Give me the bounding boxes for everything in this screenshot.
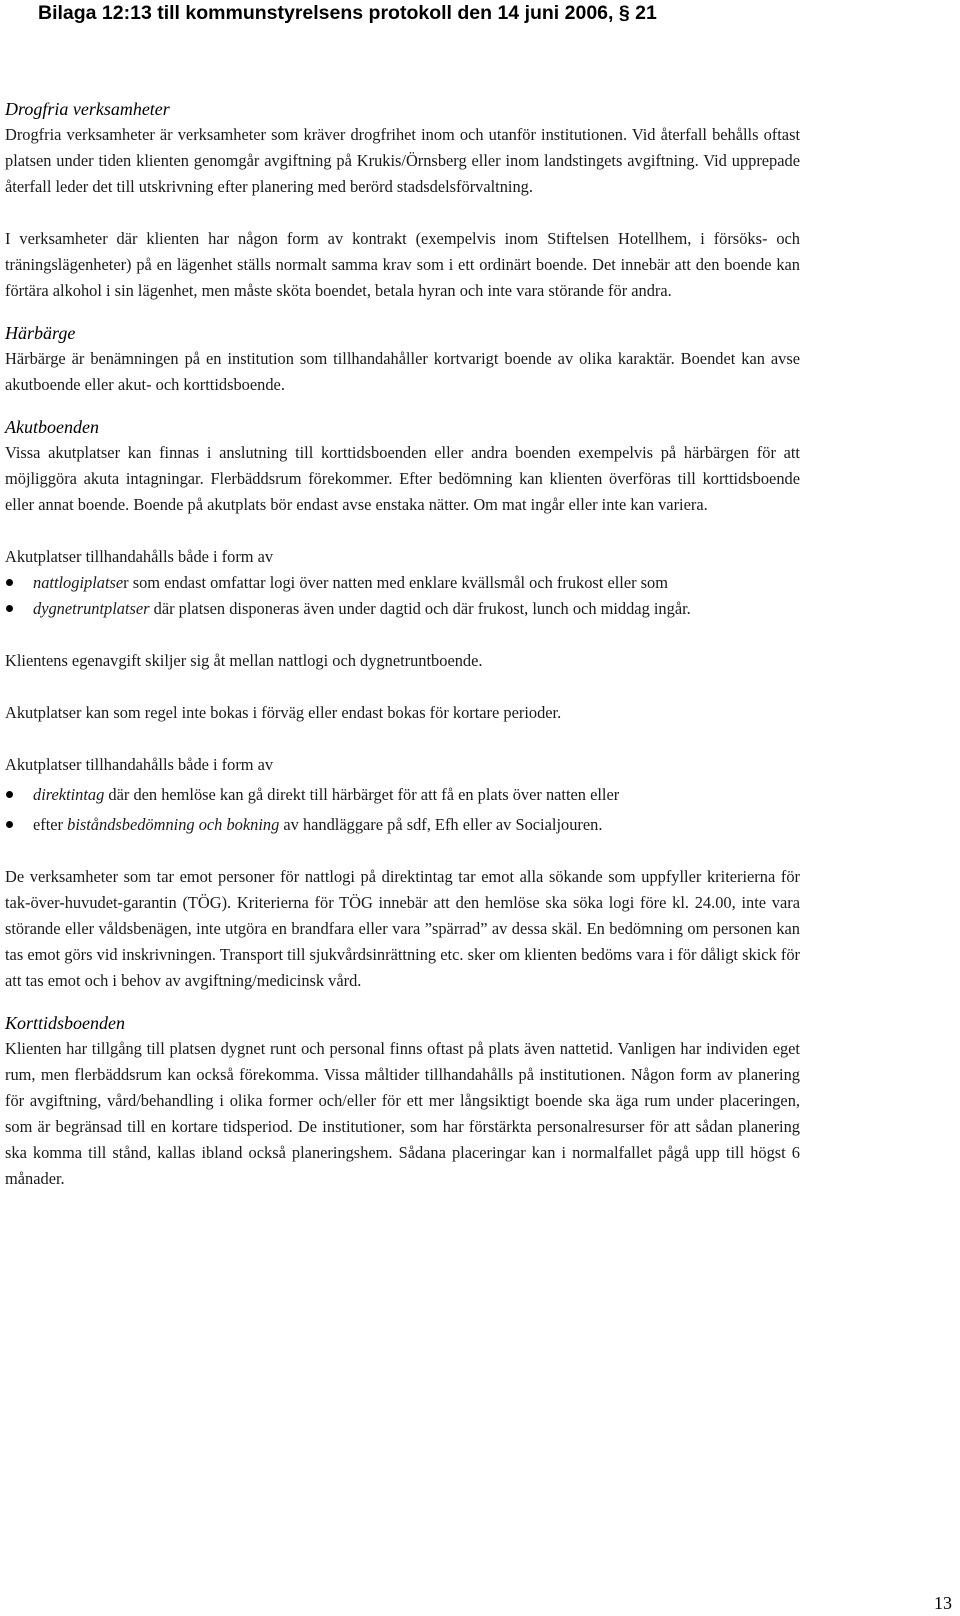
- page-number: 13: [934, 1593, 952, 1613]
- section-heading-harbarge: Härbärge: [5, 323, 76, 343]
- section-heading-drogfria: Drogfria verksamheter: [5, 99, 170, 119]
- paragraph: De verksamheter som tar emot personer för nattlogi på direktintag tar emot alla sökande som uppfyller kriterierna för tak-över-huvudet-garantin (TÖG). Kriterierna för TÖG innebär att den hemlöse ska söka logi före kl. 24.00, inte vara störande eller våldsbenägen, inte utgöra en brandfara eller vara ”spärrad” av dessa skäl. En bedömning om personen kan tas emot görs vid inskrivningen. Transport till sjukvårdsinrättning etc. sker om klienten bedöms vara i för dåligt skick för att tas emot och i behov av avgiftning/medicinsk vård.: [5, 867, 800, 990]
- list-item: [5, 570, 800, 596]
- paragraph: Klientens egenavgift skiljer sig åt mellan nattlogi och dygnetruntboende.: [5, 651, 483, 670]
- paragraph: Klienten har tillgång till platsen dygnet runt och personal finns oftast på plats även nattetid. Vanligen har individen eget rum, men flerbäddsrum kan också förekomma. Vissa måltider tillhandahålls på institutionen. Någon form av planering för avgiftning, vård/behandling i olika former och/eller för ett mer långsiktigt boende ska äga rum under placeringen, som är begränsad till en kortare tidsperiod. De institutioner, som har förstärkta personalresurser för att sådan planering ska komma till stånd, kallas ibland också planeringshem. Sådana placeringar kan i normalfallet pågå upp till högst 6 månader.: [5, 1039, 800, 1188]
- list-item-lead: nattlogiplatse: [33, 573, 124, 592]
- list-item-lead: biståndsbedömning och bokning: [67, 815, 280, 834]
- section-heading-korttidsboenden: Korttidsboenden: [5, 1013, 125, 1033]
- list-item-lead: direktintag: [33, 785, 105, 804]
- list-item-text: där den hemlöse kan gå direkt till härbärget för att få en plats över natten eller: [104, 785, 620, 804]
- list-item-text: av handläggare på sdf, Efh eller av Socialjouren.: [279, 815, 603, 834]
- bullet-list: [5, 570, 800, 622]
- list-item: [5, 812, 800, 838]
- list-item-prefix: efter: [33, 815, 68, 834]
- bullet-list: [5, 782, 800, 838]
- paragraph: I verksamheter där klienten har någon form av kontrakt (exempelvis inom Stiftelsen Hotellhem, i försöks- och träningslägenheter) på en lägenhet ställs normalt samma krav som i ett ordinärt boende. Det innebär att den boende kan förtära alkohol i sin lägenhet, men måste sköta boendet, betala hyran och inte vara störande för andra.: [5, 229, 800, 300]
- bullet-icon: [6, 605, 13, 612]
- bullet-icon: [6, 791, 13, 798]
- list-item-lead: dygnetruntplatser: [33, 599, 150, 618]
- list-item: [5, 782, 800, 808]
- list-item-text: där platsen disponeras även under dagtid och där frukost, lunch och middag ingår.: [149, 599, 691, 618]
- bullet-icon: [6, 821, 13, 828]
- paragraph: Härbärge är benämningen på en institution som tillhandahåller kortvarigt boende av olika karaktär. Boendet kan avse akutboende eller akut- och korttidsboende.: [5, 349, 800, 394]
- paragraph: Drogfria verksamheter är verksamheter som kräver drogfrihet inom och utanför institutionen. Vid återfall behålls oftast platsen under tiden klienten genomgår avgiftning på Krukis/Örnsberg eller inom landstingets avgiftning. Vid upprepade återfall leder det till utskrivning efter planering med berörd stadsdelsförvaltning.: [5, 125, 800, 196]
- document-body: [5, 96, 800, 1192]
- paragraph: Vissa akutplatser kan finnas i anslutning till korttidsboenden eller andra boenden exempelvis på härbärgen för att möjliggöra akuta intagningar. Flerbäddsrum förekommer. Efter bedömning kan klienten överföras till korttidsboende eller annat boende. Boende på akutplats bör endast avse enstaka nätter. Om mat ingår eller inte kan variera.: [5, 443, 800, 514]
- bullet-icon: [6, 579, 13, 586]
- list-item-text: r som endast omfattar logi över natten med enklare kvällsmål och frukost eller som: [123, 573, 668, 592]
- section-heading-akutboenden: Akutboenden: [5, 417, 99, 437]
- list-intro: Akutplatser tillhandahålls både i form av: [5, 755, 274, 774]
- page-header-title: Bilaga 12:13 till kommunstyrelsens protokoll den 14 juni 2006, § 21: [38, 2, 657, 24]
- list-item: [5, 596, 800, 622]
- paragraph: Akutplatser kan som regel inte bokas i förväg eller endast bokas för kortare perioder.: [5, 703, 562, 722]
- list-intro: Akutplatser tillhandahålls både i form av: [5, 547, 274, 566]
